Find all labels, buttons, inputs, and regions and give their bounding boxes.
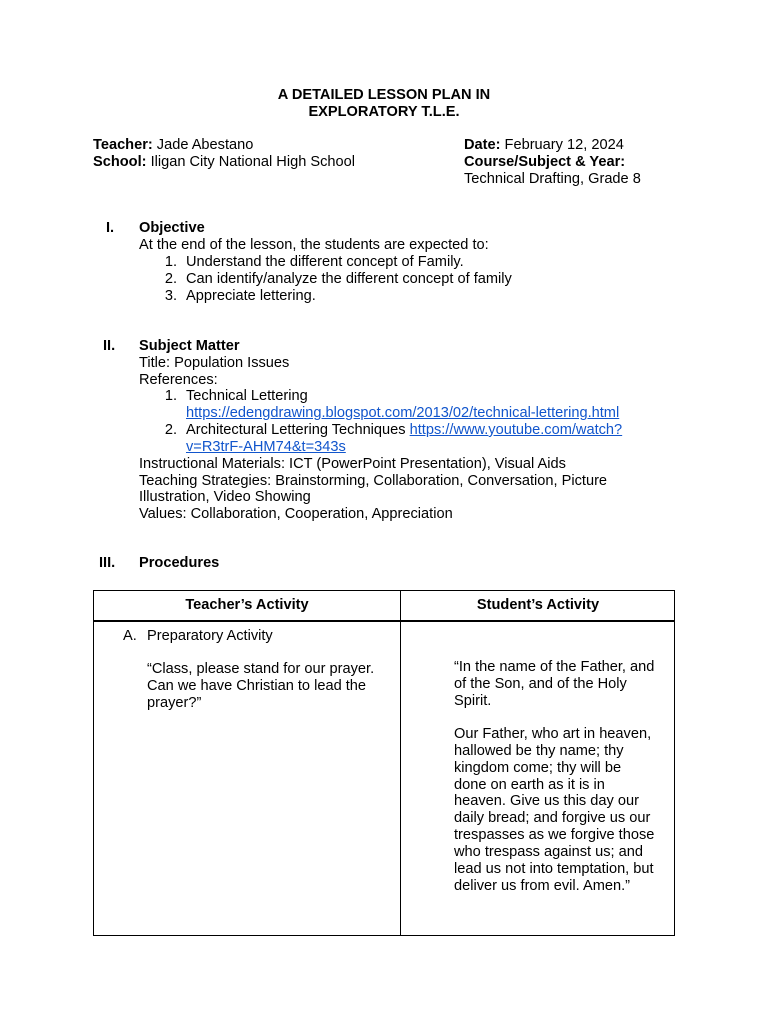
document-title-line1: A DETAILED LESSON PLAN IN (277, 87, 491, 103)
student-line: deliver us from evil. Amen.” (454, 878, 630, 894)
section-letter: A. (123, 628, 137, 644)
reference-line (186, 422, 622, 439)
teacher-line: Can we have Christian to lead the (147, 678, 367, 694)
date-label: Date: (464, 137, 501, 153)
student-line: “In the name of the Father, and (454, 659, 655, 675)
objective-item: Appreciate lettering. (186, 288, 316, 304)
teacher-line: prayer?” (147, 695, 202, 711)
subject-matter-heading: Subject Matter (139, 338, 240, 354)
student-line: of the Son, and of the Holy (454, 676, 627, 692)
student-line: heaven. Give us this day our (454, 793, 639, 809)
teacher-line: “Class, please stand for our prayer. (147, 661, 375, 677)
section-title: Preparatory Activity (147, 628, 273, 644)
document-title-line2: EXPLORATORY T.L.E. (308, 104, 460, 120)
teacher-label: Teacher: (93, 137, 153, 153)
teaching-strategies: Teaching Strategies: Brainstorming, Collaboration, Conversation, Picture (139, 473, 608, 489)
objective-item-number: 3. (164, 288, 177, 304)
objective-item-number: 1. (164, 254, 177, 270)
student-line: Our Father, who art in heaven, (454, 726, 652, 742)
objective-item-number: 2. (164, 271, 177, 287)
objective-heading: Objective (139, 220, 205, 236)
reference-number: 2. (164, 422, 177, 438)
student-line: kingdom come; thy will be (454, 760, 622, 776)
school-line (93, 154, 355, 171)
student-line: hallowed be thy name; thy (454, 743, 624, 759)
student-activity-header: Student’s Activity (476, 597, 600, 613)
school-label: School: (93, 154, 147, 170)
subject-matter-numeral: II. (103, 338, 116, 354)
school-value: Iligan City National High School (146, 154, 355, 170)
student-line: trespasses as we forgive those (454, 827, 655, 843)
student-line: done on earth as it is in (454, 777, 605, 793)
reference-title: Architectural Lettering Techniques (186, 422, 410, 438)
references-label: References: (139, 372, 218, 388)
course-label: Course/Subject & Year: (464, 154, 626, 170)
date-line (464, 137, 624, 154)
reference-link-continued[interactable]: v=R3trF-AHM74&t=343s (186, 439, 346, 455)
teacher-activity-header: Teacher’s Activity (185, 597, 309, 613)
table-column-divider (400, 591, 401, 935)
objective-item: Understand the different concept of Family. (186, 254, 464, 270)
reference-link[interactable]: https://www.youtube.com/watch? (409, 422, 623, 438)
course-value: Technical Drafting, Grade 8 (464, 171, 641, 187)
procedures-heading: Procedures (139, 555, 220, 571)
objective-intro: At the end of the lesson, the students are expected to: (139, 237, 489, 253)
values-line: Values: Collaboration, Cooperation, Appreciation (139, 506, 453, 522)
objective-numeral: I. (106, 220, 115, 236)
subject-title: Title: Population Issues (139, 355, 290, 371)
student-line: who trespass against us; and (454, 844, 644, 860)
date-value: February 12, 2024 (500, 137, 624, 153)
student-line: lead us not into temptation, but (454, 861, 654, 877)
reference-title: Technical Lettering (186, 388, 308, 404)
procedures-table (93, 590, 675, 936)
teacher-value: Jade Abestano (152, 137, 254, 153)
teacher-line (93, 137, 253, 154)
teaching-strategies-continued: Illustration, Video Showing (139, 489, 311, 505)
student-line: Spirit. (454, 693, 492, 709)
table-header-divider (94, 620, 674, 622)
instructional-materials: Instructional Materials: ICT (PowerPoint Presentation), Visual Aids (139, 456, 566, 472)
reference-number: 1. (164, 388, 177, 404)
student-line: daily bread; and forgive us our (454, 810, 651, 826)
objective-item: Can identify/analyze the different concept of family (186, 271, 512, 287)
procedures-numeral: III. (99, 555, 116, 571)
reference-link[interactable]: https://edengdrawing.blogspot.com/2013/02/technical-lettering.html (186, 405, 620, 421)
